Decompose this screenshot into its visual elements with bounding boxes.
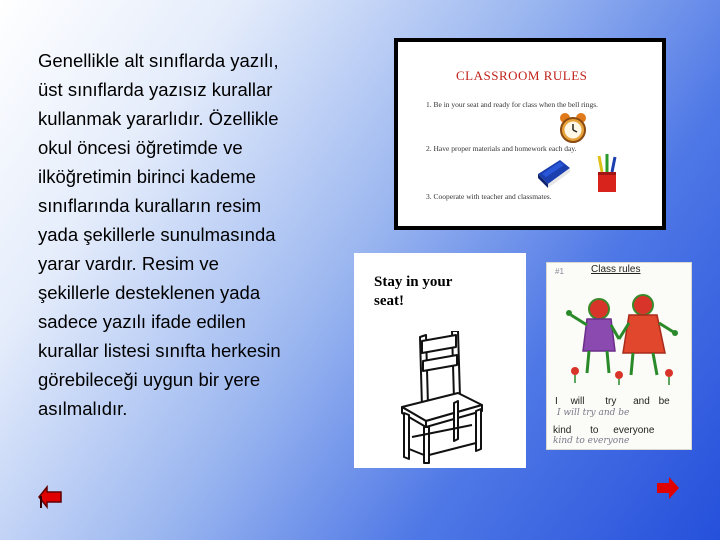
child-drawing-image — [546, 262, 692, 450]
body-text-line: yarar vardır. Resim ve — [38, 253, 219, 274]
pencil-cup-icon — [594, 154, 620, 194]
classroom-rules-image — [394, 38, 666, 230]
drawing-word: will — [570, 396, 585, 407]
drawing-text-line1 — [555, 396, 670, 407]
body-text-line: şekillerle desteklenen yada — [38, 282, 261, 303]
classroom-rules-title: CLASSROOM RULES — [456, 68, 588, 83]
stay-in-seat-text-line2: seat! — [374, 293, 404, 309]
body-text-line: kullanmak yararlıdır. Özellikle — [38, 108, 279, 129]
child-figure-2 — [619, 295, 678, 375]
classroom-rule-1: 1. Be in your seat and ready for class when the bell rings. — [426, 100, 599, 109]
body-text-line: kurallar listesi sınıfta herkesin — [38, 340, 281, 361]
body-text-line: yada şekillerle sunulmasında — [38, 224, 276, 245]
drawing-title: Class rules — [591, 264, 641, 275]
drawing-word: try — [605, 396, 617, 407]
book-icon — [534, 154, 574, 190]
drawing-word: everyone — [613, 425, 655, 436]
body-text-line: sadece yazılı ifade edilen — [38, 311, 246, 332]
drawing-word: kind — [553, 425, 572, 436]
drawing-word: I — [555, 396, 558, 407]
alarm-clock-icon — [556, 112, 590, 144]
drawing-word: and — [633, 396, 650, 407]
chair-icon — [382, 331, 502, 465]
right-arrow-icon[interactable] — [656, 476, 680, 500]
classroom-rule-3: 3. Cooperate with teacher and classmates. — [426, 192, 552, 201]
classroom-rules-poster — [398, 42, 662, 226]
body-text-line: okul öncesi öğretimde ve — [38, 137, 243, 158]
body-text-line: görebileceği uygun bir yere — [38, 369, 261, 390]
drawing-traced-line2: kind to everyone — [553, 436, 630, 446]
stay-in-seat-image — [354, 253, 526, 468]
classroom-rule-2: 2. Have proper materials and homework each day. — [426, 144, 577, 153]
stay-in-seat-text — [374, 273, 452, 311]
drawing-traced-line1: I will try and be — [557, 408, 630, 418]
left-arrow-icon[interactable] — [38, 484, 62, 510]
body-text-line: asılmalıdır. — [38, 398, 128, 419]
body-text-line: Genellikle alt sınıflarda yazılı, — [38, 50, 279, 71]
child-figures-illustration — [557, 281, 685, 385]
child-figure-1 — [566, 299, 619, 373]
stay-in-seat-text-line1: Stay in your — [374, 274, 453, 290]
drawing-word: to — [590, 425, 599, 436]
body-text — [38, 46, 368, 423]
drawing-corner-note: #1 — [555, 267, 564, 276]
drawing-word: be — [658, 396, 670, 407]
body-text-line: sınıflarında kuralların resim — [38, 195, 262, 216]
drawing-text-line2 — [553, 425, 654, 436]
body-text-line: üst sınıflarda yazısız kurallar — [38, 79, 273, 100]
body-text-line: ilköğretimin birinci kademe — [38, 166, 256, 187]
